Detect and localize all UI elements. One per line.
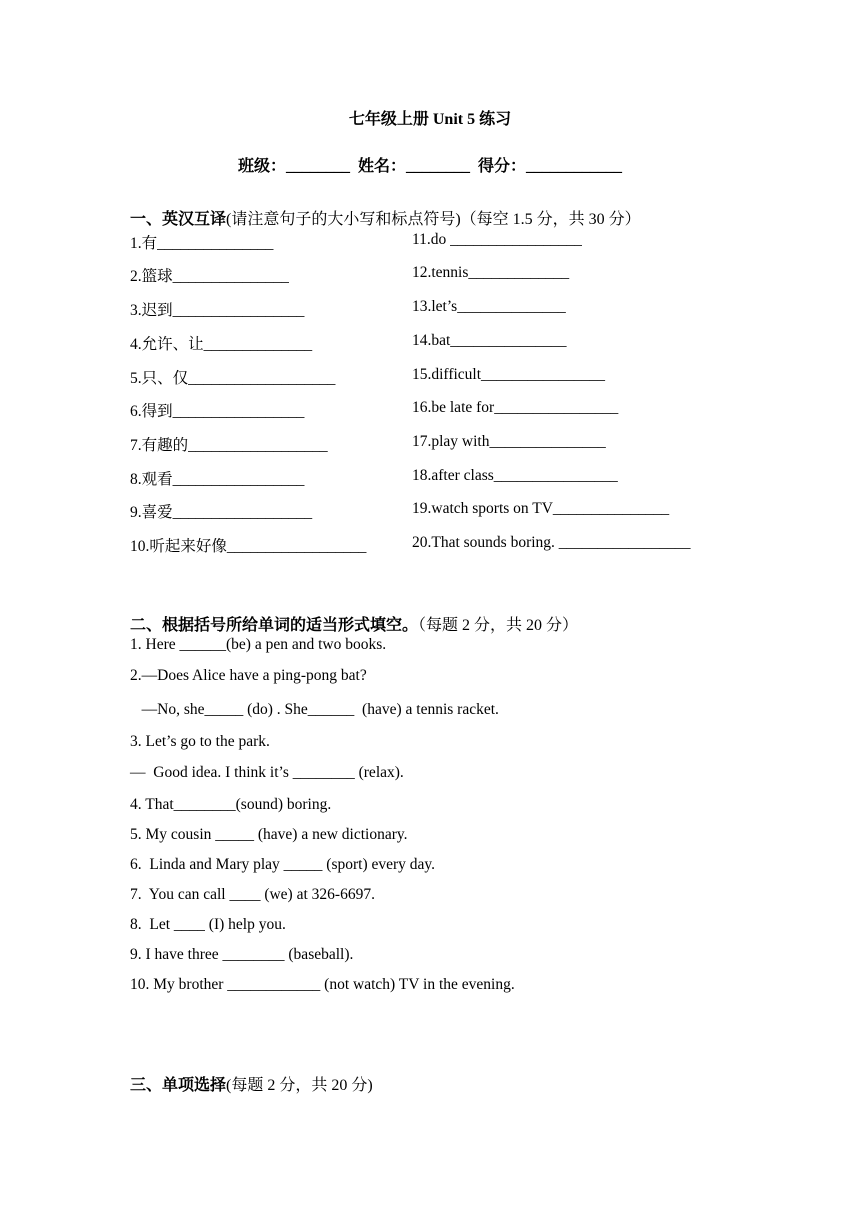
s2-line-11: 9. I have three ________ (baseball). <box>130 946 354 963</box>
s2-line-4: 3. Let’s go to the park. <box>130 733 270 750</box>
section2-heading <box>130 612 578 635</box>
s2-line-8: 6. Linda and Mary play _____ (sport) every day. <box>130 856 436 873</box>
s1-item-15: 15.difficult________________ <box>412 366 606 383</box>
s2-line-12: 10. My brother ____________ (not watch) TV in the evening. <box>130 976 515 993</box>
s2-line-5: — Good idea. I think it’s ________ (relax). <box>130 764 404 781</box>
section3-heading-rest: (每题 2 分，共 20 分) <box>226 1077 373 1094</box>
s1-item-13: 13.let’s______________ <box>412 298 566 315</box>
s1-item-7: 7.有趣的__________________ <box>130 437 328 454</box>
page-title: 七年级上册 Unit 5 练习 <box>348 111 512 128</box>
s1-item-6: 6.得到_________________ <box>130 403 305 420</box>
s1-item-12: 12.tennis_____________ <box>412 264 570 281</box>
student-info-line: 班级：________ 姓名：________ 得分：____________ <box>237 158 622 175</box>
s1-item-5: 5.只、仅___________________ <box>130 370 336 387</box>
s2-line-2: 2.—Does Alice have a ping-pong bat? <box>130 667 367 684</box>
section3-heading <box>130 1072 373 1095</box>
s1-item-14: 14.bat_______________ <box>412 332 567 349</box>
s1-item-11: 11.do _________________ <box>412 231 582 248</box>
s2-line-10: 8. Let ____ (I) help you. <box>130 916 286 933</box>
s1-item-19: 19.watch sports on TV_______________ <box>412 500 670 517</box>
s1-item-1: 1.有_______________ <box>130 235 274 252</box>
s1-item-4: 4.允许、让______________ <box>130 336 313 353</box>
s2-line-3: —No, she_____ (do) . She______ (have) a tennis racket. <box>130 701 499 718</box>
s1-item-16: 16.be late for________________ <box>412 399 619 416</box>
s2-line-7: 5. My cousin _____ (have) a new dictionary. <box>130 826 408 843</box>
section2-heading-rest: （每题 2 分，共 20 分） <box>418 617 579 634</box>
s1-item-18: 18.after class________________ <box>412 467 618 484</box>
s2-line-6: 4. That________(sound) boring. <box>130 796 332 813</box>
s1-item-3: 3.迟到_________________ <box>130 302 305 319</box>
s1-item-2: 2.篮球_______________ <box>130 268 289 285</box>
s1-item-9: 9.喜爱__________________ <box>130 504 313 521</box>
s1-item-20: 20.That sounds boring. _________________ <box>412 534 691 551</box>
s2-line-1: 1. Here ______(be) a pen and two books. <box>130 636 387 653</box>
s1-item-17: 17.play with_______________ <box>412 433 606 450</box>
section1-heading <box>130 206 641 229</box>
s1-item-8: 8.观看_________________ <box>130 471 305 488</box>
section3-heading-bold: 三、单项选择 <box>130 1077 227 1094</box>
section1-heading-rest: (请注意句子的大小写和标点符号)（每空 1.5 分，共 30 分） <box>226 211 641 228</box>
section2-heading-bold: 二、根据括号所给单词的适当形式填空。 <box>130 617 419 634</box>
section1-heading-bold: 一、英汉互译 <box>130 211 227 228</box>
s1-item-10: 10.听起来好像__________________ <box>130 538 367 555</box>
s2-line-9: 7. You can call ____ (we) at 326-6697. <box>130 886 375 903</box>
